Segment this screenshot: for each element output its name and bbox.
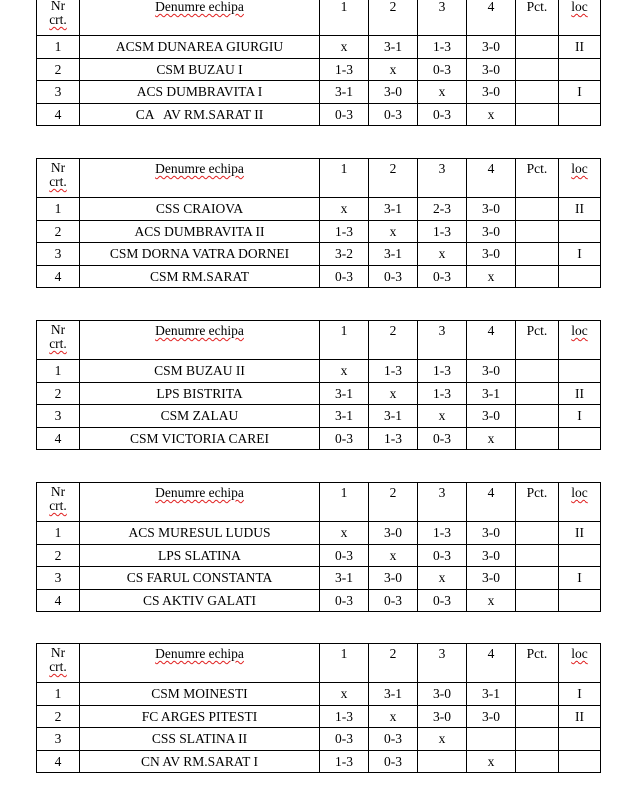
points-cell xyxy=(516,198,559,221)
row-number: 2 xyxy=(37,544,80,567)
row-number: 2 xyxy=(37,382,80,405)
col-points-header: Pct. xyxy=(516,321,559,360)
result-vs-4: 3-0 xyxy=(467,243,516,266)
place-cell xyxy=(559,58,601,81)
header-row xyxy=(37,0,601,36)
col-2-header: 2 xyxy=(369,483,418,522)
team-name: CSM RM.SARAT xyxy=(80,265,320,288)
place-header-label: loc xyxy=(571,323,588,338)
row-number: 3 xyxy=(37,728,80,751)
team-row xyxy=(37,243,601,266)
col-team-header xyxy=(80,483,320,522)
result-vs-1: 1-3 xyxy=(320,705,369,728)
row-number: 3 xyxy=(37,243,80,266)
col-3-header: 3 xyxy=(418,0,467,36)
team-name: ACSM DUNAREA GIURGIU xyxy=(80,36,320,59)
result-vs-4: 3-0 xyxy=(467,567,516,590)
team-header-label: Denumre echipa xyxy=(155,0,244,14)
points-cell xyxy=(516,265,559,288)
team-name: FC ARGES PITESTI xyxy=(80,705,320,728)
result-vs-2: 1-3 xyxy=(369,360,418,383)
team-name: CS AKTIV GALATI xyxy=(80,589,320,612)
result-vs-4: 3-1 xyxy=(467,382,516,405)
header-row xyxy=(37,159,601,198)
group-table-block xyxy=(36,643,601,773)
group-table-block xyxy=(36,158,601,288)
result-vs-3: 0-3 xyxy=(418,265,467,288)
team-name: CSS CRAIOVA xyxy=(80,198,320,221)
result-vs-2: x xyxy=(369,544,418,567)
col-4-header: 4 xyxy=(467,159,516,198)
col-2-header: 2 xyxy=(369,159,418,198)
result-vs-2: 0-3 xyxy=(369,750,418,773)
result-vs-1: 3-1 xyxy=(320,81,369,104)
col-1-header: 1 xyxy=(320,644,369,683)
points-cell xyxy=(516,36,559,59)
place-cell xyxy=(559,220,601,243)
result-vs-3: 1-3 xyxy=(418,522,467,545)
team-row xyxy=(37,36,601,59)
nr-label: Nr xyxy=(50,0,66,13)
result-vs-2: 0-3 xyxy=(369,589,418,612)
group-table xyxy=(36,158,601,288)
result-vs-2: 0-3 xyxy=(369,103,418,126)
crt-label: crt. xyxy=(49,336,67,351)
place-cell xyxy=(559,265,601,288)
points-cell xyxy=(516,705,559,728)
team-name: CSM ZALAU xyxy=(80,405,320,428)
col-place-header xyxy=(559,644,601,683)
points-cell xyxy=(516,58,559,81)
team-row xyxy=(37,750,601,773)
row-number: 2 xyxy=(37,220,80,243)
col-1-header: 1 xyxy=(320,0,369,36)
col-team-header xyxy=(80,0,320,36)
result-vs-2: 0-3 xyxy=(369,265,418,288)
team-row xyxy=(37,81,601,104)
col-nr-crt-header xyxy=(37,644,80,683)
points-cell xyxy=(516,220,559,243)
row-number: 3 xyxy=(37,405,80,428)
place-cell xyxy=(559,728,601,751)
result-vs-1: 1-3 xyxy=(320,58,369,81)
result-vs-3: x xyxy=(418,81,467,104)
col-team-header xyxy=(80,159,320,198)
team-row xyxy=(37,683,601,706)
team-header-label: Denumre echipa xyxy=(155,485,244,500)
result-vs-4: x xyxy=(467,589,516,612)
team-header-label: Denumre echipa xyxy=(155,323,244,338)
place-cell: II xyxy=(559,522,601,545)
result-vs-4: 3-0 xyxy=(467,198,516,221)
team-row xyxy=(37,567,601,590)
team-header-label: Denumre echipa xyxy=(155,646,244,661)
row-number: 1 xyxy=(37,522,80,545)
row-number: 3 xyxy=(37,567,80,590)
team-row xyxy=(37,265,601,288)
result-vs-2: 1-3 xyxy=(369,427,418,450)
col-4-header: 4 xyxy=(467,0,516,36)
place-cell: II xyxy=(559,705,601,728)
result-vs-3: 1-3 xyxy=(418,36,467,59)
team-row xyxy=(37,522,601,545)
place-cell: I xyxy=(559,405,601,428)
result-vs-3: 0-3 xyxy=(418,58,467,81)
result-vs-1: 0-3 xyxy=(320,589,369,612)
col-points-header: Pct. xyxy=(516,159,559,198)
team-row xyxy=(37,382,601,405)
team-row xyxy=(37,198,601,221)
team-name: ACS DUMBRAVITA II xyxy=(80,220,320,243)
points-cell xyxy=(516,567,559,590)
team-row xyxy=(37,589,601,612)
result-vs-2: x xyxy=(369,58,418,81)
result-vs-1: 3-2 xyxy=(320,243,369,266)
result-vs-4: 3-0 xyxy=(467,522,516,545)
col-place-header xyxy=(559,159,601,198)
place-cell xyxy=(559,544,601,567)
group-table-block xyxy=(36,0,601,126)
col-2-header: 2 xyxy=(369,0,418,36)
col-place-header xyxy=(559,0,601,36)
result-vs-4: x xyxy=(467,265,516,288)
result-vs-1: 0-3 xyxy=(320,728,369,751)
group-table-block xyxy=(36,320,601,450)
result-vs-4: 3-1 xyxy=(467,683,516,706)
team-name: CS FARUL CONSTANTA xyxy=(80,567,320,590)
result-vs-4: 3-0 xyxy=(467,81,516,104)
col-points-header: Pct. xyxy=(516,644,559,683)
result-vs-4: x xyxy=(467,750,516,773)
team-name: CSM BUZAU I xyxy=(80,58,320,81)
row-number: 4 xyxy=(37,427,80,450)
result-vs-1: x xyxy=(320,360,369,383)
result-vs-2: x xyxy=(369,705,418,728)
col-1-header: 1 xyxy=(320,483,369,522)
row-number: 4 xyxy=(37,103,80,126)
place-cell xyxy=(559,427,601,450)
col-team-header xyxy=(80,644,320,683)
result-vs-1: x xyxy=(320,198,369,221)
result-vs-3: 2-3 xyxy=(418,198,467,221)
place-cell xyxy=(559,103,601,126)
nr-label: Nr xyxy=(50,484,66,499)
result-vs-1: 0-3 xyxy=(320,103,369,126)
team-name: CSM DORNA VATRA DORNEI xyxy=(80,243,320,266)
group-table xyxy=(36,0,601,126)
group-table xyxy=(36,320,601,450)
place-header-label: loc xyxy=(571,161,588,176)
team-name: CSM MOINESTI xyxy=(80,683,320,706)
team-row xyxy=(37,427,601,450)
col-points-header: Pct. xyxy=(516,483,559,522)
result-vs-3: 0-3 xyxy=(418,103,467,126)
col-4-header: 4 xyxy=(467,644,516,683)
result-vs-3: 3-0 xyxy=(418,683,467,706)
points-cell xyxy=(516,243,559,266)
col-place-header xyxy=(559,321,601,360)
result-vs-4: 3-0 xyxy=(467,58,516,81)
points-cell xyxy=(516,750,559,773)
header-row xyxy=(37,644,601,683)
place-cell: I xyxy=(559,683,601,706)
col-team-header xyxy=(80,321,320,360)
col-1-header: 1 xyxy=(320,321,369,360)
team-row xyxy=(37,103,601,126)
result-vs-1: x xyxy=(320,522,369,545)
team-name: CN AV RM.SARAT I xyxy=(80,750,320,773)
result-vs-1: 3-1 xyxy=(320,567,369,590)
row-number: 4 xyxy=(37,589,80,612)
points-cell xyxy=(516,427,559,450)
result-vs-1: 1-3 xyxy=(320,750,369,773)
nr-label: Nr xyxy=(50,645,66,660)
result-vs-1: 3-1 xyxy=(320,382,369,405)
crt-label: crt. xyxy=(49,12,67,27)
team-header-label: Denumre echipa xyxy=(155,161,244,176)
result-vs-4: 3-0 xyxy=(467,705,516,728)
place-cell: I xyxy=(559,567,601,590)
col-3-header: 3 xyxy=(418,483,467,522)
nr-label: Nr xyxy=(50,160,66,175)
result-vs-3: x xyxy=(418,728,467,751)
team-row xyxy=(37,58,601,81)
team-row xyxy=(37,544,601,567)
team-name: ACS DUMBRAVITA I xyxy=(80,81,320,104)
place-cell xyxy=(559,750,601,773)
col-nr-crt-header xyxy=(37,0,80,36)
result-vs-3: 3-0 xyxy=(418,705,467,728)
result-vs-3: 1-3 xyxy=(418,220,467,243)
result-vs-2: 3-0 xyxy=(369,522,418,545)
team-name: CSS SLATINA II xyxy=(80,728,320,751)
result-vs-1: 0-3 xyxy=(320,427,369,450)
result-vs-4: 3-0 xyxy=(467,220,516,243)
team-name: CSM BUZAU II xyxy=(80,360,320,383)
row-number: 1 xyxy=(37,198,80,221)
crt-label: crt. xyxy=(49,174,67,189)
points-cell xyxy=(516,360,559,383)
col-3-header: 3 xyxy=(418,321,467,360)
result-vs-4 xyxy=(467,728,516,751)
col-2-header: 2 xyxy=(369,644,418,683)
team-name: LPS BISTRITA xyxy=(80,382,320,405)
group-table-block xyxy=(36,482,601,612)
col-3-header: 3 xyxy=(418,644,467,683)
points-cell xyxy=(516,405,559,428)
result-vs-2: x xyxy=(369,382,418,405)
row-number: 1 xyxy=(37,36,80,59)
points-cell xyxy=(516,81,559,104)
place-cell xyxy=(559,360,601,383)
crt-label: crt. xyxy=(49,659,67,674)
row-number: 1 xyxy=(37,360,80,383)
result-vs-2: 3-1 xyxy=(369,198,418,221)
team-name: LPS SLATINA xyxy=(80,544,320,567)
row-number: 4 xyxy=(37,265,80,288)
row-number: 1 xyxy=(37,683,80,706)
group-table xyxy=(36,643,601,773)
col-nr-crt-header xyxy=(37,483,80,522)
result-vs-2: 3-1 xyxy=(369,36,418,59)
team-row xyxy=(37,360,601,383)
col-points-header: Pct. xyxy=(516,0,559,36)
result-vs-2: 3-1 xyxy=(369,405,418,428)
points-cell xyxy=(516,382,559,405)
points-cell xyxy=(516,544,559,567)
result-vs-1: 3-1 xyxy=(320,405,369,428)
result-vs-4: x xyxy=(467,427,516,450)
header-row xyxy=(37,483,601,522)
group-table xyxy=(36,482,601,612)
result-vs-4: x xyxy=(467,103,516,126)
col-nr-crt-header xyxy=(37,321,80,360)
header-row xyxy=(37,321,601,360)
place-cell: I xyxy=(559,243,601,266)
points-cell xyxy=(516,589,559,612)
result-vs-1: x xyxy=(320,36,369,59)
col-2-header: 2 xyxy=(369,321,418,360)
result-vs-3: x xyxy=(418,567,467,590)
col-nr-crt-header xyxy=(37,159,80,198)
place-cell xyxy=(559,589,601,612)
team-name: ACS MURESUL LUDUS xyxy=(80,522,320,545)
result-vs-1: x xyxy=(320,683,369,706)
result-vs-3: 1-3 xyxy=(418,360,467,383)
result-vs-1: 0-3 xyxy=(320,544,369,567)
points-cell xyxy=(516,522,559,545)
team-name: CA AV RM.SARAT II xyxy=(80,103,320,126)
row-number: 2 xyxy=(37,705,80,728)
points-cell xyxy=(516,103,559,126)
result-vs-2: 3-0 xyxy=(369,567,418,590)
result-vs-4: 3-0 xyxy=(467,544,516,567)
place-header-label: loc xyxy=(571,646,588,661)
result-vs-1: 1-3 xyxy=(320,220,369,243)
place-cell: II xyxy=(559,382,601,405)
col-4-header: 4 xyxy=(467,483,516,522)
points-cell xyxy=(516,683,559,706)
result-vs-4: 3-0 xyxy=(467,405,516,428)
points-cell xyxy=(516,728,559,751)
result-vs-2: 3-1 xyxy=(369,683,418,706)
row-number: 4 xyxy=(37,750,80,773)
nr-label: Nr xyxy=(50,322,66,337)
result-vs-4: 3-0 xyxy=(467,36,516,59)
row-number: 3 xyxy=(37,81,80,104)
result-vs-3: x xyxy=(418,405,467,428)
result-vs-2: 3-1 xyxy=(369,243,418,266)
place-header-label: loc xyxy=(571,0,588,14)
result-vs-2: 0-3 xyxy=(369,728,418,751)
place-cell: II xyxy=(559,198,601,221)
result-vs-2: 3-0 xyxy=(369,81,418,104)
place-cell: I xyxy=(559,81,601,104)
result-vs-3 xyxy=(418,750,467,773)
row-number: 2 xyxy=(37,58,80,81)
place-header-label: loc xyxy=(571,485,588,500)
result-vs-3: x xyxy=(418,243,467,266)
place-cell: II xyxy=(559,36,601,59)
result-vs-2: x xyxy=(369,220,418,243)
team-name: CSM VICTORIA CAREI xyxy=(80,427,320,450)
result-vs-3: 0-3 xyxy=(418,544,467,567)
col-1-header: 1 xyxy=(320,159,369,198)
team-row xyxy=(37,405,601,428)
result-vs-3: 1-3 xyxy=(418,382,467,405)
result-vs-1: 0-3 xyxy=(320,265,369,288)
result-vs-4: 3-0 xyxy=(467,360,516,383)
team-row xyxy=(37,728,601,751)
result-vs-3: 0-3 xyxy=(418,427,467,450)
col-4-header: 4 xyxy=(467,321,516,360)
result-vs-3: 0-3 xyxy=(418,589,467,612)
team-row xyxy=(37,705,601,728)
col-place-header xyxy=(559,483,601,522)
team-row xyxy=(37,220,601,243)
col-3-header: 3 xyxy=(418,159,467,198)
crt-label: crt. xyxy=(49,498,67,513)
